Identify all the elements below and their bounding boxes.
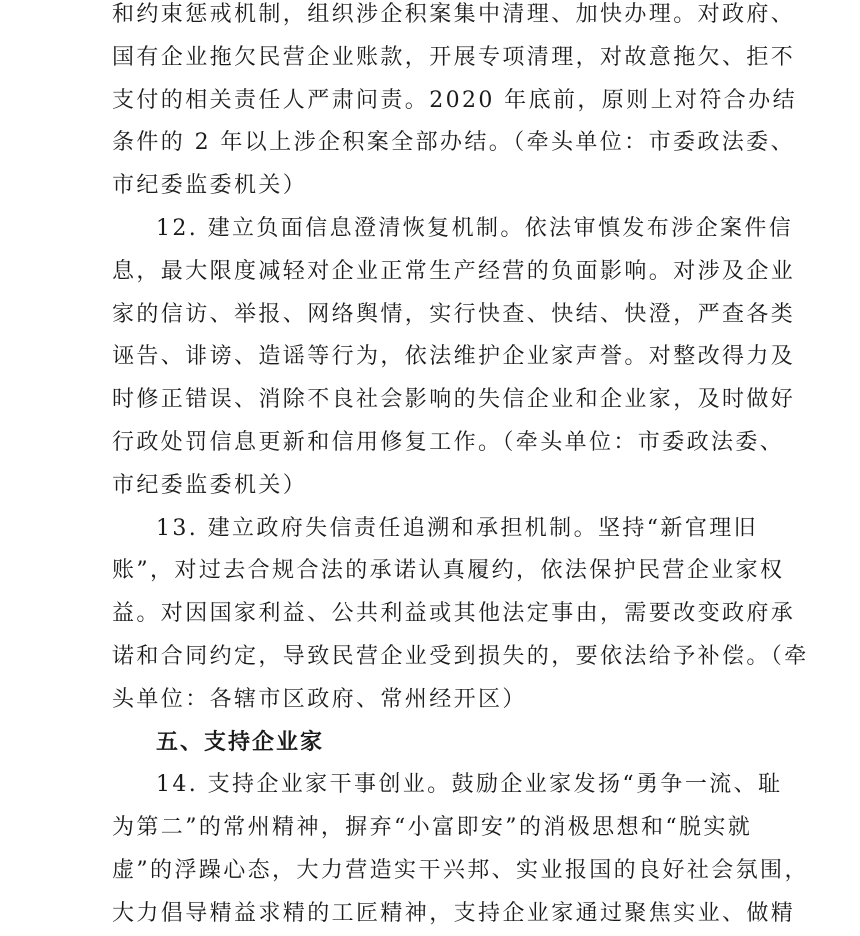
text-line-21: 虚”的浮躁心态，大力营造实干兴邦、实业报国的良好社会氛围， [112,857,809,883]
item-12-heading-line: 12. 建立负面信息澄清恢复机制。依法审慎发布涉企案件信 [156,215,794,241]
section-heading: 五、支持企业家 [156,729,325,755]
text-line-3: 支付的相关责任人严肃问责。2020 年底前，原则上对符合办结 [112,87,797,113]
text-line-1: 和约束惩戒机制，组织涉企积案集中清理、加快办理。对政府、 [112,2,796,27]
item-13-heading-line: 13. 建立政府失信责任追溯和承担机制。坚持“新官理旧 [156,515,759,541]
text-line-20: 为第二”的常州精神，摒弃“小富即安”的消极思想和“脱实就 [112,815,753,841]
text-line-17: 头单位：各辖市区政府、常州经开区） [112,686,527,712]
item-14-heading-line: 14. 支持企业家干事创业。鼓励企业家发扬“勇争一流、耻 [156,772,783,798]
text-line-14: 账”，对过去合规合法的承诺认真履约，依法保护民营企业家权 [112,558,785,584]
text-line-7: 息，最大限度减轻对企业正常生产经营的负面影响。对涉及企业 [112,258,796,284]
text-line-10: 时修正错误、消除不良社会影响的失信企业和企业家，及时做好 [112,387,796,413]
text-line-8: 家的信访、举报、网络舆情，实行快查、快结、快澄，严查各类 [112,301,796,327]
document-page [112,0,809,936]
text-line-2: 国有企业拖欠民营企业账款，开展专项清理，对故意拖欠、拒不 [112,44,796,70]
text-line-5: 市纪委监委机关） [112,173,308,199]
text-line-9: 诬告、诽谤、造谣等行为，依法维护企业家声誉。对整改得力及 [112,344,796,370]
text-line-16: 诺和合同约定，导致民营企业受到损失的，要依法给予补偿。（牵 [112,643,809,669]
text-line-11: 行政处罚信息更新和信用修复工作。（牵头单位：市委政法委、 [112,429,785,455]
text-line-15: 益。对因国家利益、公共利益或其他法定事由，需要改变政府承 [112,601,796,627]
text-line-12: 市纪委监委机关） [112,472,308,498]
text-line-22: 大力倡导精益求精的工匠精神，支持企业家通过聚焦实业、做精 [112,900,796,926]
text-line-4: 条件的 2 年以上涉企积案全部办结。（牵头单位：市委政法委、 [112,130,795,156]
